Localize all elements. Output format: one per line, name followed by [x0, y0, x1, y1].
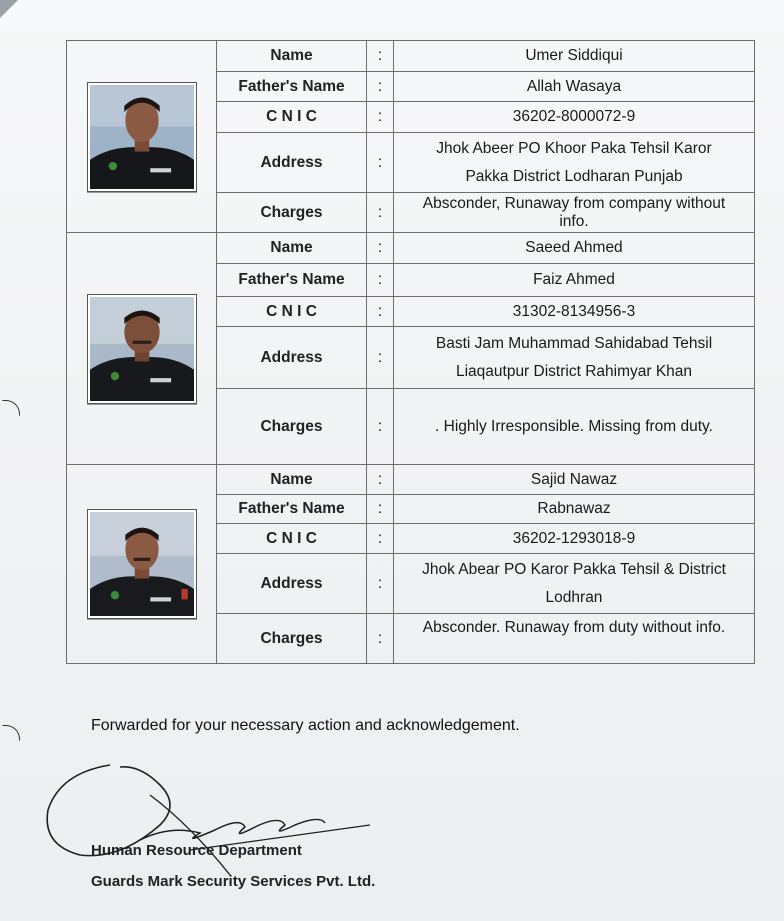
name-label: Name — [217, 465, 367, 495]
colon-separator: : — [367, 297, 394, 327]
colon-separator: : — [367, 193, 394, 233]
address-line: Jhok Abear PO Karor Pakka Tehsil & District — [422, 560, 726, 578]
personnel-records-table — [66, 40, 755, 664]
colon-separator: : — [367, 102, 394, 133]
record-2-name-row — [67, 233, 755, 264]
record-1-photo — [87, 82, 197, 192]
record-1-cnic: 36202-8000072-9 — [394, 102, 755, 133]
record-1-photo-cell — [67, 41, 217, 233]
record-2-address — [394, 327, 755, 389]
charges-line: info. — [559, 212, 589, 230]
colon-separator: : — [367, 524, 394, 554]
address-line: Lodhran — [545, 588, 603, 606]
colon-separator: : — [367, 465, 394, 495]
address-line: Basti Jam Muhammad Sahidabad Tehsil — [435, 334, 713, 352]
scan-corner — [0, 0, 18, 18]
record-3-photo — [87, 509, 197, 619]
charges-line: Absconder, Runaway from company without — [422, 194, 726, 212]
address-label: Address — [217, 133, 367, 193]
record-1-address — [394, 133, 755, 193]
record-2-father-name: Faiz Ahmed — [394, 264, 755, 297]
colon-separator: : — [367, 41, 394, 72]
charges-label: Charges — [217, 193, 367, 233]
charges-label: Charges — [217, 614, 367, 664]
record-2-photo — [87, 294, 197, 404]
record-3-charges: Absconder. Runaway from duty without info. — [394, 614, 755, 664]
colon-separator: : — [367, 133, 394, 193]
record-2-photo-cell — [67, 233, 217, 465]
cnic-label: C N I C — [217, 524, 367, 554]
record-3-photo-cell — [67, 465, 217, 664]
forwarding-note: Forwarded for your necessary action and acknowledgement. — [91, 717, 520, 734]
charges-label: Charges — [217, 389, 367, 465]
record-3-father-name: Rabnawaz — [394, 495, 755, 524]
colon-separator: : — [367, 554, 394, 614]
colon-separator: : — [367, 264, 394, 297]
record-3-name-row — [67, 465, 755, 495]
name-label: Name — [217, 233, 367, 264]
colon-separator: : — [367, 327, 394, 389]
record-1-name-row — [67, 41, 755, 72]
colon-separator: : — [367, 495, 394, 524]
colon-separator: : — [367, 614, 394, 664]
record-3-name: Sajid Nawaz — [394, 465, 755, 495]
colon-separator: : — [367, 233, 394, 264]
guard-portrait-image — [90, 85, 194, 189]
father-name-label: Father's Name — [217, 495, 367, 524]
company-name: Guards Mark Security Services Pvt. Ltd. — [91, 873, 376, 890]
cnic-label: C N I C — [217, 102, 367, 133]
colon-separator: : — [367, 72, 394, 102]
record-1-charges — [394, 193, 755, 233]
record-3-address — [394, 554, 755, 614]
address-label: Address — [217, 327, 367, 389]
name-label: Name — [217, 41, 367, 72]
record-2-name: Saeed Ahmed — [394, 233, 755, 264]
record-2-cnic: 31302-8134956-3 — [394, 297, 755, 327]
address-line: Pakka District Lodharan Punjab — [465, 167, 683, 185]
address-line: Jhok Abeer PO Khoor Paka Tehsil Karor — [436, 139, 712, 157]
guard-portrait-image — [90, 297, 194, 401]
department-name: Human Resource Department — [91, 842, 302, 859]
cnic-label: C N I C — [217, 297, 367, 327]
record-3-cnic: 36202-1293018-9 — [394, 524, 755, 554]
record-1-name: Umer Siddiqui — [394, 41, 755, 72]
address-line: Liaqautpur District Rahimyar Khan — [455, 362, 693, 380]
address-label: Address — [217, 554, 367, 614]
colon-separator: : — [367, 389, 394, 465]
record-1-father-name: Allah Wasaya — [394, 72, 755, 102]
father-name-label: Father's Name — [217, 264, 367, 297]
record-2-charges: . Highly Irresponsible. Missing from duty. — [394, 389, 755, 465]
father-name-label: Father's Name — [217, 72, 367, 102]
guard-portrait-image — [90, 512, 194, 616]
